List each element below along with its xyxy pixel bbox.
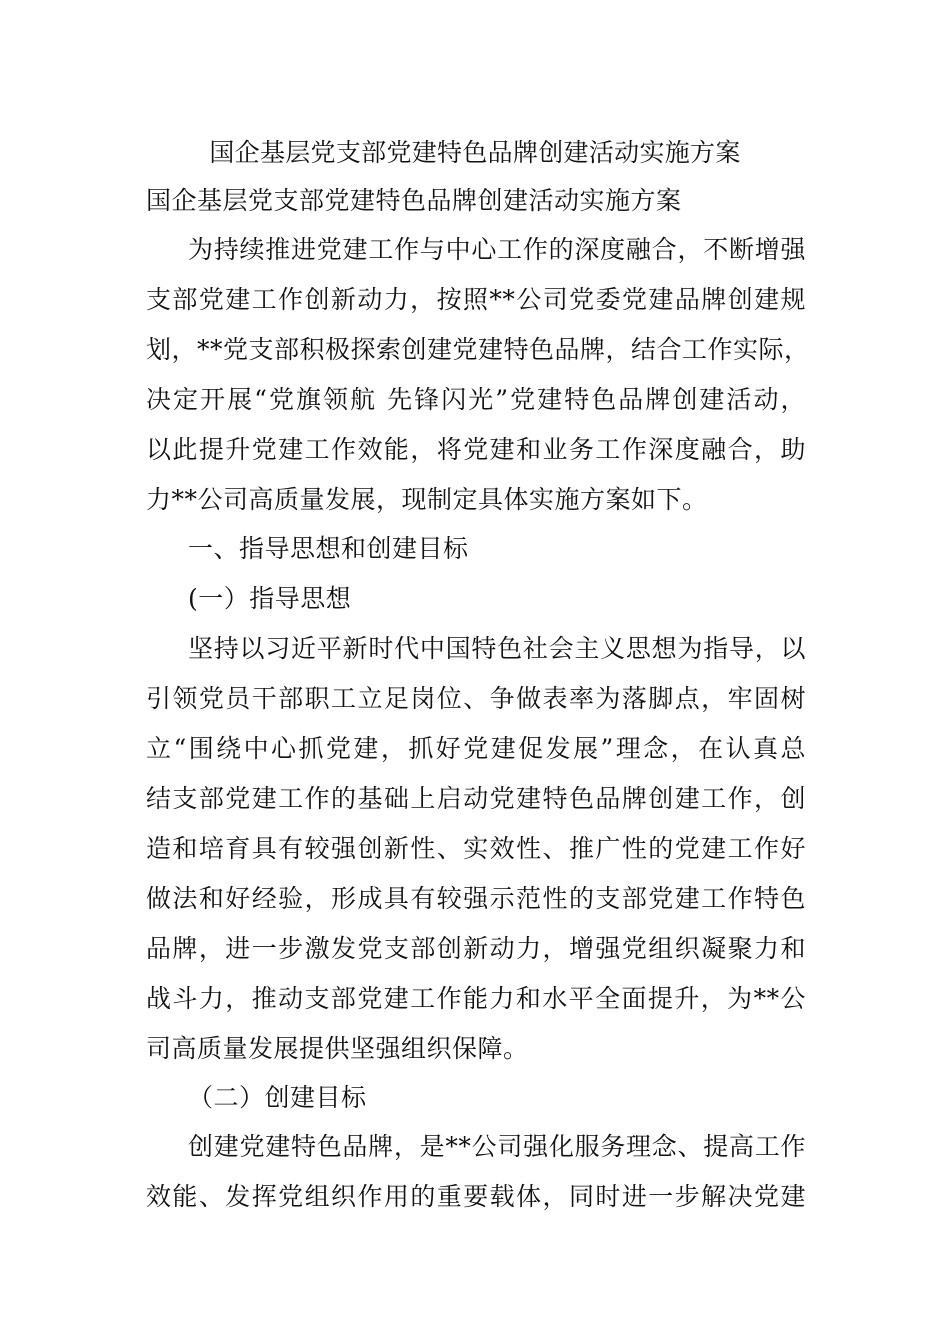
guiding-line-5: 造和培育具有较强创新性、实效性、推广性的党建工作好 — [146, 834, 806, 863]
intro-line-2: 支部党建工作创新动力，按照**公司党委党建品牌创建规 — [146, 285, 806, 314]
document-title-left: 国企基层党支部党建特色品牌创建活动实施方案 — [146, 186, 682, 215]
guiding-line-8: 战斗力，推动支部党建工作能力和水平全面提升，为**公 — [146, 984, 806, 1013]
intro-line-6: 力**公司高质量发展，现制定具体实施方案如下。 — [146, 485, 708, 514]
subsection-heading-guiding-ideology: (一）指导思想 — [188, 584, 352, 613]
goals-line-1: 创建党建特色品牌，是**公司强化服务理念、提高工作 — [188, 1132, 806, 1161]
subsection-heading-goals: （二）创建目标 — [188, 1083, 367, 1112]
guiding-line-1: 坚持以习近平新时代中国特色社会主义思想为指导，以 — [188, 634, 806, 663]
guiding-line-2: 引领党员干部职工立足岗位、争做表率为落脚点，牢固树 — [146, 684, 806, 713]
guiding-line-4: 结支部党建工作的基础上启动党建特色品牌创建工作，创 — [146, 784, 806, 813]
guiding-line-7: 品牌，进一步激发党支部创新动力，增强党组织凝聚力和 — [146, 934, 806, 963]
section-heading-guiding-and-goals: 一、指导思想和创建目标 — [188, 534, 469, 563]
intro-line-5: 以此提升党建工作效能，将党建和业务工作深度融合，助 — [146, 435, 806, 464]
intro-line-1: 为持续推进党建工作与中心工作的深度融合，不断增强 — [188, 235, 806, 264]
intro-line-4: 决定开展“党旗领航 先锋闪光”党建特色品牌创建活动， — [146, 385, 806, 414]
guiding-line-6: 做法和好经验，形成具有较强示范性的支部党建工作特色 — [146, 884, 806, 913]
intro-line-3: 划，**党支部积极探索创建党建特色品牌，结合工作实际， — [146, 335, 810, 364]
guiding-line-9: 司高质量发展提供坚强组织保障。 — [146, 1034, 529, 1063]
guiding-line-3: 立“围绕中心抓党建，抓好党建促发展”理念，在认真总 — [146, 734, 806, 763]
goals-line-2: 效能、发挥党组织作用的重要载体，同时进一步解决党建 — [146, 1182, 806, 1211]
document-title-centered: 国企基层党支部党建特色品牌创建活动实施方案 — [209, 138, 741, 167]
